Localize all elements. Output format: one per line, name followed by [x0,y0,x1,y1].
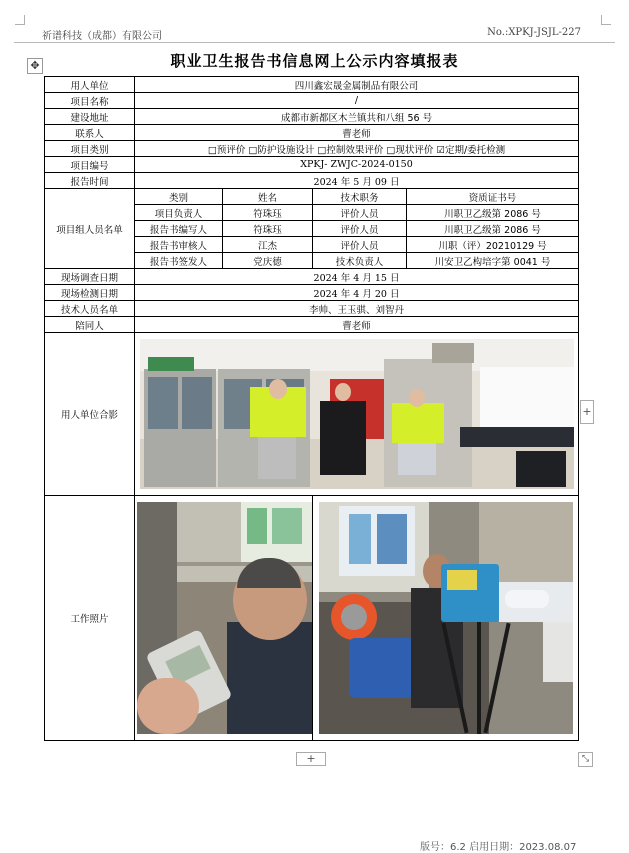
category-option-pre-evaluation[interactable]: □预评价 [207,144,246,156]
team-header-row [45,189,579,205]
row-escort [45,317,579,333]
team-cell-name[interactable]: 符珠珏 [223,221,313,237]
team-cell-title[interactable]: 评价人员 [313,205,407,221]
technicians-label: 技术人员名单 [45,301,135,317]
team-cell-name[interactable]: 符珠珏 [223,205,313,221]
address-value[interactable]: 成都市新都区木兰镇共和八组 56 号 [135,109,579,125]
team-cell-title[interactable]: 技术负责人 [313,253,407,269]
project-name-value[interactable]: / [135,93,579,109]
survey-date-label: 现场调查日期 [45,269,135,285]
project-name-label: 项目名称 [45,93,135,109]
escort-label: 陪同人 [45,317,135,333]
group-photo-label: 用人单位合影 [45,333,135,496]
row-contact [45,125,579,141]
team-cell-certificate[interactable]: 川职卫乙级第 2086 号 [407,221,579,237]
team-header-title: 技术职务 [313,189,407,205]
group-photo-cell [135,333,579,496]
team-label: 项目组人员名单 [45,189,135,269]
team-cell-certificate[interactable]: 川职（评）20210129 号 [407,237,579,253]
technicians-value[interactable]: 李帅、王玉骐、刘智丹 [135,301,579,317]
row-report-time [45,173,579,189]
row-work-photos [45,496,579,741]
category-option-control-effect[interactable]: □控制效果评价 [317,144,384,156]
team-cell-certificate[interactable]: 川职卫乙级第 2086 号 [407,205,579,221]
project-number-label: 项目编号 [45,157,135,173]
project-number-value[interactable]: XPKJ- ZWJC-2024-0150 [135,157,579,173]
survey-date-value[interactable]: 2024 年 4 月 15 日 [135,269,579,285]
team-cell-role[interactable]: 项目负责人 [135,205,223,221]
team-cell-name[interactable]: 江杰 [223,237,313,253]
team-cell-role[interactable]: 报告书审核人 [135,237,223,253]
work-photo-cell-right [313,496,579,741]
contact-label: 联系人 [45,125,135,141]
header-company: 祈谱科技（成都）有限公司 [42,31,162,42]
table-resize-handle-icon[interactable]: ⤡ [578,752,593,767]
testing-date-label: 现场检测日期 [45,285,135,301]
row-group-photo [45,333,579,496]
team-header-name: 姓名 [223,189,313,205]
header-doc-number: No.:XPKJ-JSJL-227 [487,27,581,38]
row-project-number [45,157,579,173]
report-time-label: 报告时间 [45,173,135,189]
employer-value[interactable]: 四川鑫宏晟金属制品有限公司 [135,77,579,93]
team-cell-title[interactable]: 评价人员 [313,237,407,253]
work-photo-cell-left [135,496,313,741]
row-category [45,141,579,157]
work-photo-image-2[interactable] [319,502,573,734]
escort-value[interactable]: 曹老师 [135,317,579,333]
row-project-name [45,93,579,109]
work-photo-image-1[interactable] [137,502,313,734]
table-move-handle-icon[interactable]: ✥ [27,58,43,74]
row-address [45,109,579,125]
report-time-value[interactable]: 2024 年 5 月 09 日 [135,173,579,189]
team-cell-certificate[interactable]: 川安卫乙构培字第 0041 号 [407,253,579,269]
team-header-certificate: 资质证书号 [407,189,579,205]
contact-value[interactable]: 曹老师 [135,125,579,141]
testing-date-value[interactable]: 2024 年 4 月 20 日 [135,285,579,301]
row-survey-date [45,269,579,285]
team-cell-title[interactable]: 评价人员 [313,221,407,237]
add-row-plus-icon[interactable]: + [296,752,326,766]
team-cell-role[interactable]: 报告书签发人 [135,253,223,269]
employer-label: 用人单位 [45,77,135,93]
team-cell-name[interactable]: 党庆德 [223,253,313,269]
corner-mark-top-left [15,15,25,25]
disclosure-form-table [44,76,579,741]
category-option-periodic-testing[interactable]: ☑定期/委托检测 [436,144,506,156]
row-testing-date [45,285,579,301]
group-photo-image[interactable] [140,339,574,489]
corner-mark-top-right [601,15,611,25]
category-option-status-evaluation[interactable]: □现状评价 [386,144,434,156]
row-technicians [45,301,579,317]
footer-version: 版号：6.2 启用日期：2023.08.07 [420,842,577,853]
address-label: 建设地址 [45,109,135,125]
team-header-category: 类别 [135,189,223,205]
category-label: 项目类别 [45,141,135,157]
row-employer [45,77,579,93]
header-rule [14,42,615,43]
page-title: 职业卫生报告书信息网上公示内容填报表 [170,52,459,70]
category-option-protective-design[interactable]: □防护设施设计 [248,144,315,156]
category-options [135,141,579,157]
work-photo-label: 工作照片 [45,496,135,741]
team-cell-role[interactable]: 报告书编写人 [135,221,223,237]
add-column-plus-icon[interactable]: + [580,400,594,424]
